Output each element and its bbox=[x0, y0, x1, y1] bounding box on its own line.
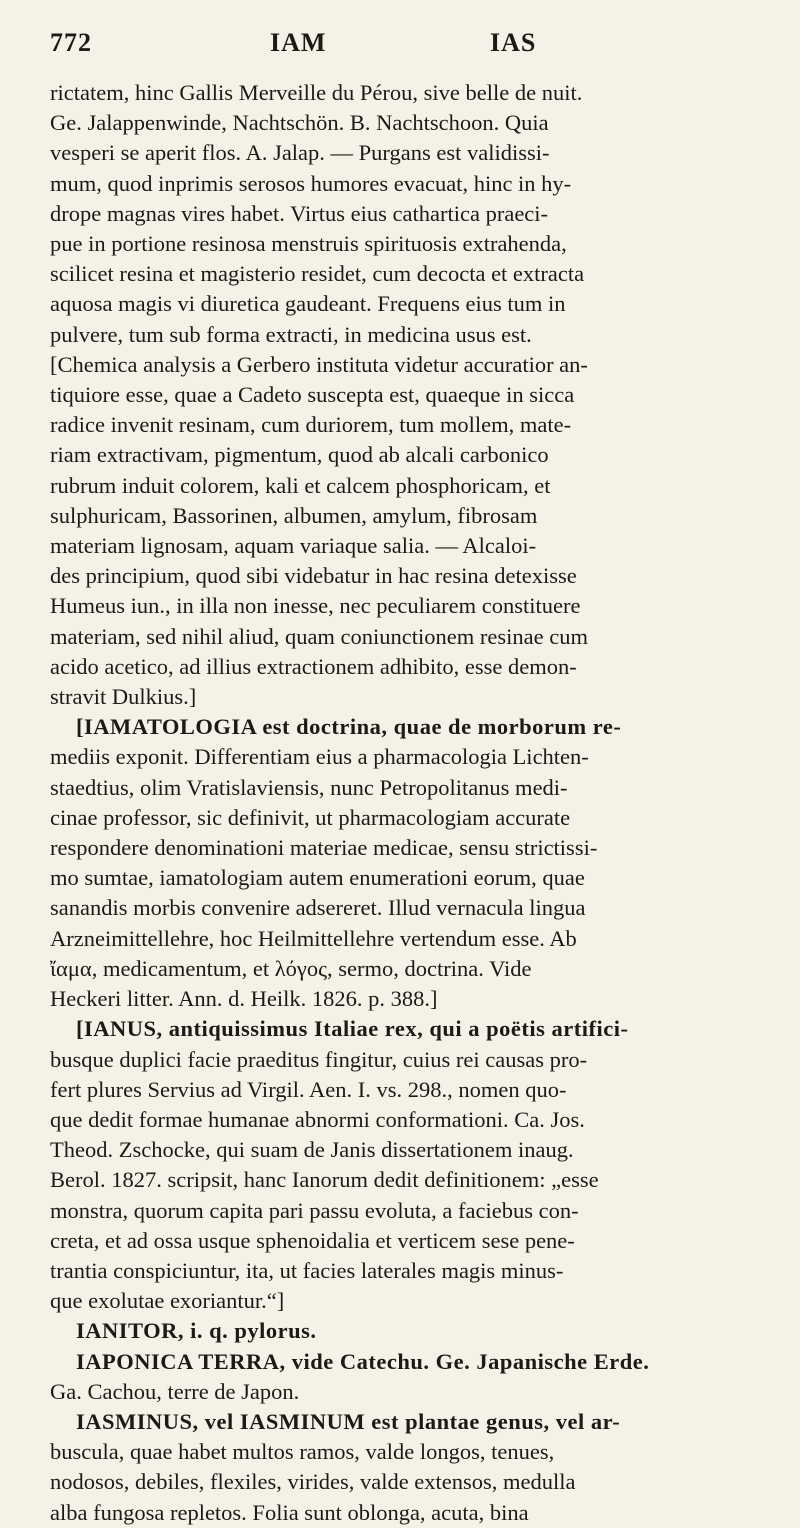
text-line: pue in portione resinosa menstruis spirituosis extrahenda, bbox=[50, 231, 567, 257]
text-line: respondere denominationi materiae medicae, sensu strictissi- bbox=[50, 835, 598, 861]
text-line: Heckeri litter. Ann. d. Heilk. 1826. p. 388.] bbox=[50, 986, 438, 1012]
text-line: mediis exponit. Differentiam eius a pharmacologia Lichten- bbox=[50, 744, 589, 770]
text-line: riam extractivam, pigmentum, quod ab alcali carbonico bbox=[50, 442, 549, 468]
running-head-right-word: IAS bbox=[490, 28, 537, 57]
running-head-left-word: IAM bbox=[270, 28, 327, 57]
text-line: ἴαμα, medicamentum, et λόγος, sermo, doctrina. Vide bbox=[50, 955, 532, 981]
text-line: mo sumtae, iamatologiam autem enumerationi eorum, quae bbox=[50, 865, 585, 891]
entry-iasminus: IASMINUS, vel IASMINUM est plantae genus, vel ar- bbox=[76, 1408, 621, 1434]
entry-iamatologia: [IAMATOLOGIA est doctrina, quae de morborum re- bbox=[76, 714, 622, 740]
text-line: fert plures Servius ad Virgil. Aen. I. vs. 298., nomen quo- bbox=[50, 1076, 567, 1102]
text-line: busque duplici facie praeditus fingitur, cuius rei causas pro- bbox=[50, 1046, 588, 1072]
text-line: radice invenit resinam, cum duriorem, tum mollem, mate- bbox=[50, 412, 572, 438]
entry-ianitor: IANITOR, i. q. pylorus. bbox=[76, 1318, 317, 1344]
text-line: scilicet resina et magisterio residet, cum decocta et extracta bbox=[50, 261, 585, 287]
entry-iaponica-terra: IAPONICA TERRA, vide Catechu. Ge. Japanische Erde. bbox=[76, 1348, 650, 1374]
text-line: tiquiore esse, quae a Cadeto suscepta est, quaeque in sicca bbox=[50, 382, 575, 408]
text-line: nodosos, debiles, flexiles, virides, valde extensos, medulla bbox=[50, 1469, 576, 1495]
text-line: stravit Dulkius.] bbox=[50, 684, 197, 710]
text-line: creta, et ad ossa usque sphenoidalia et verticem sese pene- bbox=[50, 1227, 575, 1253]
text-line: trantia conspiciuntur, ita, ut facies laterales magis minus- bbox=[50, 1257, 564, 1283]
text-line: acido acetico, ad illius extractionem adhibito, esse demon- bbox=[50, 653, 577, 679]
text-line: buscula, quae habet multos ramos, valde longos, tenues, bbox=[50, 1439, 555, 1465]
text-line: materiam, sed nihil aliud, quam coniunctionem resinae cum bbox=[50, 623, 588, 649]
text-line: vesperi se aperit flos. A. Jalap. — Purgans est validissi- bbox=[50, 140, 550, 166]
page-number: 772 bbox=[50, 28, 92, 57]
text-line: rictatem, hinc Gallis Merveille du Pérou, sive belle de nuit. bbox=[50, 80, 583, 105]
dictionary-text bbox=[50, 78, 750, 1528]
text-line: sulphuricam, Bassorinen, albumen, amylum, fibrosam bbox=[50, 502, 538, 528]
text-line: staedtius, olim Vratislaviensis, nunc Petropolitanus medi- bbox=[50, 774, 568, 800]
text-line: drope magnas vires habet. Virtus eius cathartica praeci- bbox=[50, 200, 549, 226]
text-line: Theod. Zschocke, qui suam de Janis dissertationem inaug. bbox=[50, 1137, 574, 1163]
entry-ianus: [IANUS, antiquissimus Italiae rex, qui a poëtis artifici- bbox=[76, 1016, 629, 1042]
text-line: rubrum induit colorem, kali et calcem phosphoricam, et bbox=[50, 472, 551, 498]
text-line: que exolutae exoriantur.“] bbox=[50, 1288, 285, 1314]
text-line: alba fungosa repletos. Folia sunt oblonga, acuta, bina bbox=[50, 1499, 529, 1525]
text-line: Ge. Jalappenwinde, Nachtschön. B. Nachtschoon. Quia bbox=[50, 110, 549, 136]
text-line: materiam lignosam, aquam variaque salia. — Alcaloi- bbox=[50, 533, 537, 559]
text-line: cinae professor, sic definivit, ut pharmacologiam accurate bbox=[50, 804, 571, 830]
text-line: Berol. 1827. scripsit, hanc Ianorum dedit definitionem: „esse bbox=[50, 1167, 599, 1193]
book-page bbox=[30, 0, 770, 1525]
text-line: Ga. Cachou, terre de Japon. bbox=[50, 1378, 300, 1404]
text-line: que dedit formae humanae abnormi conformationi. Ca. Jos. bbox=[50, 1106, 585, 1132]
text-line: aquosa magis vi diuretica gaudeant. Frequens eius tum in bbox=[50, 291, 566, 317]
text-line: des principium, quod sibi videbatur in hac resina detexisse bbox=[50, 563, 577, 589]
text-line: mum, quod inprimis serosos humores evacuat, hinc in hy- bbox=[50, 170, 572, 196]
running-head bbox=[50, 28, 700, 68]
text-line: pulvere, tum sub forma extracti, in medicina usus est. bbox=[50, 321, 532, 347]
text-line: sanandis morbis convenire adsereret. Illud vernacula lingua bbox=[50, 895, 586, 921]
text-line: Arzneimittellehre, hoc Heilmittellehre vertendum esse. Ab bbox=[50, 925, 577, 951]
text-line: monstra, quorum capita pari passu evoluta, a faciebus con- bbox=[50, 1197, 579, 1223]
text-line: Humeus iun., in illa non inesse, nec peculiarem constituere bbox=[50, 593, 581, 619]
text-line: [Chemica analysis a Gerbero instituta videtur accuratior an- bbox=[50, 351, 588, 377]
